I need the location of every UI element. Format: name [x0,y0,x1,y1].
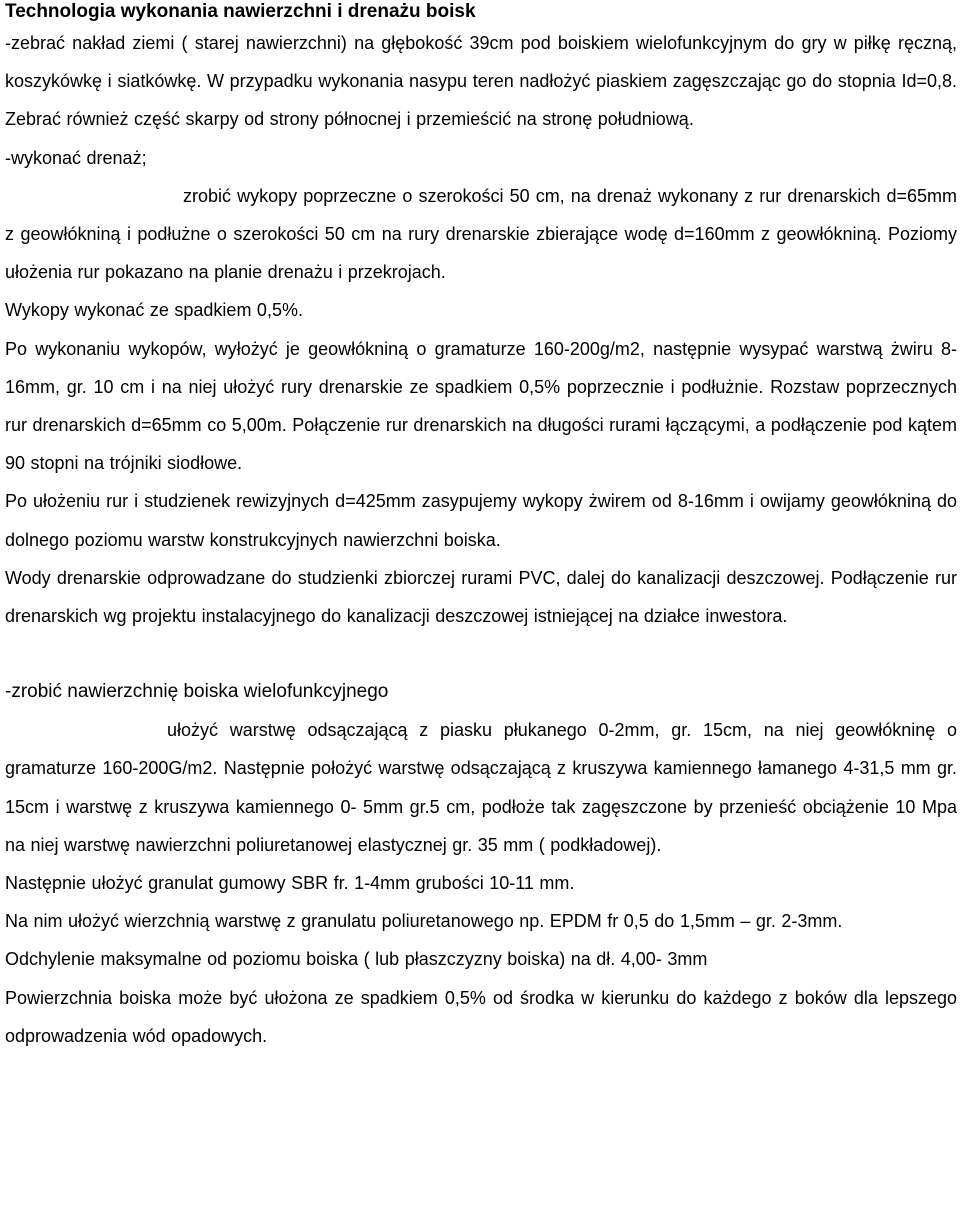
intro-paragraph: -zebrać nakład ziemi ( starej nawierzchni) na głębokość 39cm pod boiskiem wielofunkcyjnym do gry w piłkę ręczną, koszykówkę i siatkówkę. W przypadku wykonania nasypu teren nadłożyć piaskiem zagęszczając go do stopnia Id=0,8. Zebrać również część skarpy od strony północnej i przemieścić na stronę południową. [5,33,957,130]
drainage-heading: -wykonać drenaż; [5,147,147,168]
drainage-paragraph-4: Po ułożeniu rur i studzienek rewizyjnych d=425mm zasypujemy wykopy żwirem od 8-16mm i owijamy geowłókniną do dolnego poziomu warstw konstrukcyjnych nawierzchni boiska. [5,491,957,550]
document-title: Technologia wykonania nawierzchni i drenażu boisk [5,1,476,22]
surface-paragraph-1 [5,711,957,864]
section-gap [5,635,957,673]
surface-paragraph-1-text: ułożyć warstwę odsączającą z piasku płukanego 0-2mm, gr. 15cm, na niej geowłókninę o gramaturze 160-200G/m2. Następnie położyć warstwę odsączającą z kruszywa kamiennego łamanego 4-31,5 mm gr. 15cm i warstwę z kruszywa kamiennego 0- 5mm gr.5 cm, podłoże tak zagęszczone by przenieść obciążenie 10 Mpa na niej warstwę nawierzchni poliuretanowej elastycznej gr. 35 mm ( podkładowej). [5,720,957,855]
drainage-paragraph-2: Wykopy wykonać ze spadkiem 0,5%. [5,300,303,321]
drainage-paragraph-3: Po wykonaniu wykopów, wyłożyć je geowłókniną o gramaturze 160-200g/m2, następnie wysypać warstwą żwiru 8-16mm, gr. 10 cm i na niej ułożyć rury drenarskie ze spadkiem 0,5% poprzecznie i podłużnie. Rozstaw poprzecznych rur drenarskich d=65mm co 5,00m. Połączenie rur drenarskich na długości rurami łączącymi, a podłączenie pod kątem 90 stopni na trójniki siodłowe. [5,338,957,474]
surface-paragraph-5: Powierzchnia boiska może być ułożona ze spadkiem 0,5% od środka w kierunku do każdego z boków dla lepszego odprowadzenia wód opadowych. [5,987,957,1046]
surface-paragraph-3: Na nim ułożyć wierzchnią warstwę z granulatu poliuretanowego np. EPDM fr 0,5 do 1,5mm – gr. 2-3mm. [5,911,843,932]
drainage-paragraph-1-text: zrobić wykopy poprzeczne o szerokości 50 cm, na drenaż wykonany z rur drenarskich d=65mm z geowłókniną i podłużne o szerokości 50 cm na rury drenarskie zbierające wodę d=160mm z geowłókniną. Poziomy ułożenia rur pokazano na planie drenażu i przekrojach. [5,185,957,283]
document-page [5,0,957,1055]
surface-paragraph-4: Odchylenie maksymalne od poziomu boiska ( lub płaszczyzny boiska) na dł. 4,00- 3mm [5,949,708,970]
drainage-paragraph-1 [5,177,957,292]
drainage-paragraph-5: Wody drenarskie odprowadzane do studzienki zbiorczej rurami PVC, dalej do kanalizacji deszczowej. Podłączenie rur drenarskich wg projektu instalacyjnego do kanalizacji deszczowej istniejącej na działce inwestora. [5,567,957,627]
surface-heading: -zrobić nawierzchnię boiska wielofunkcyjnego [5,681,389,703]
surface-paragraph-2: Następnie ułożyć granulat gumowy SBR fr. 1-4mm grubości 10-11 mm. [5,873,575,894]
